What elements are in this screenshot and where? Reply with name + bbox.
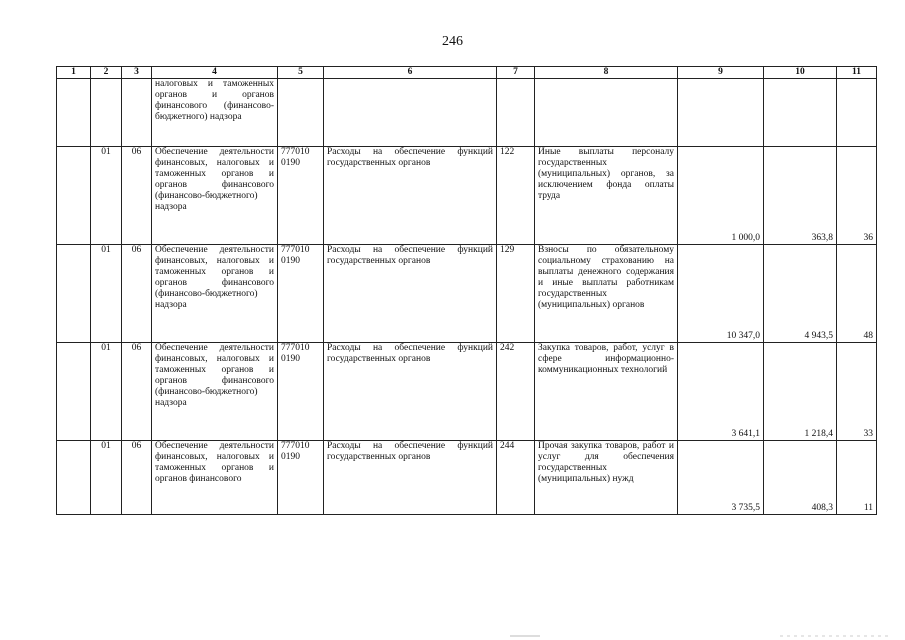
column-header-6: 6 xyxy=(324,67,497,79)
table-row xyxy=(57,441,877,515)
page-number: 246 xyxy=(442,34,463,49)
cell-c11 xyxy=(837,79,877,147)
column-header-2: 2 xyxy=(91,67,122,79)
cell-c5: 777010 0190 xyxy=(278,343,324,441)
cell-c9: 10 347,0 xyxy=(678,245,764,343)
cell-c8: Иные выплаты персоналу государственных (муниципальных) органов, за исключением фонда оплаты труда xyxy=(535,147,678,245)
cell-c5: 777010 0190 xyxy=(278,245,324,343)
cell-c4: Обеспечение деятельности финансовых, налоговых и таможенных органов и органов финансового (финансово-бюджетного) надзора xyxy=(152,245,278,343)
cell-c10: 1 218,4 xyxy=(764,343,837,441)
cell-c3: 06 xyxy=(122,245,152,343)
column-header-5: 5 xyxy=(278,67,324,79)
cell-c10: 408,3 xyxy=(764,441,837,515)
table-row xyxy=(57,245,877,343)
cell-c4: Обеспечение деятельности финансовых, налоговых и таможенных органов и органов финансового (финансово-бюджетного) надзора xyxy=(152,147,278,245)
column-header-9: 9 xyxy=(678,67,764,79)
cell-c2: 01 xyxy=(91,245,122,343)
cell-c3: 06 xyxy=(122,441,152,515)
cell-c6: Расходы на обеспечение функций государственных органов xyxy=(324,441,497,515)
cell-c3: 06 xyxy=(122,343,152,441)
cell-c2: 01 xyxy=(91,441,122,515)
cell-c6: Расходы на обеспечение функций государственных органов xyxy=(324,343,497,441)
cell-c7: 129 xyxy=(497,245,535,343)
cell-c2: 01 xyxy=(91,147,122,245)
cell-c4: Обеспечение деятельности финансовых, налоговых и таможенных органов и органов финансового (финансово-бюджетного) надзора xyxy=(152,343,278,441)
table-row xyxy=(57,343,877,441)
cell-c4: налоговых и таможенных органов и органов финансового (финансово-бюджетного) надзора xyxy=(152,79,278,147)
cell-c5: 777010 0190 xyxy=(278,147,324,245)
cell-c1 xyxy=(57,441,91,515)
cell-c7: 242 xyxy=(497,343,535,441)
column-header-7: 7 xyxy=(497,67,535,79)
cell-c10: 4 943,5 xyxy=(764,245,837,343)
cell-c1 xyxy=(57,343,91,441)
column-header-1: 1 xyxy=(57,67,91,79)
cell-c8: Взносы по обязательному социальному страхованию на выплаты денежного содержания и иные выплаты работникам государственных (муниципальных) органов xyxy=(535,245,678,343)
cell-c7: 244 xyxy=(497,441,535,515)
column-header-4: 4 xyxy=(152,67,278,79)
cell-c11: 33 xyxy=(837,343,877,441)
cell-c6: Расходы на обеспечение функций государственных органов xyxy=(324,147,497,245)
cell-c1 xyxy=(57,245,91,343)
cell-c8: Закупка товаров, работ, услуг в сфере информационно-коммуникационных технологий xyxy=(535,343,678,441)
cell-c8: Прочая закупка товаров, работ и услуг для обеспечения государственных (муниципальных) нужд xyxy=(535,441,678,515)
cell-c4: Обеспечение деятельности финансовых, налоговых и таможенных органов и органов финансового xyxy=(152,441,278,515)
cell-c3 xyxy=(122,79,152,147)
cell-c9: 3 641,1 xyxy=(678,343,764,441)
cell-c1 xyxy=(57,147,91,245)
cell-c1 xyxy=(57,79,91,147)
cell-c5 xyxy=(278,79,324,147)
column-header-10: 10 xyxy=(764,67,837,79)
cell-c2 xyxy=(91,79,122,147)
cell-c9: 3 735,5 xyxy=(678,441,764,515)
header-row xyxy=(57,67,877,79)
cell-c10: 363,8 xyxy=(764,147,837,245)
cell-c5: 777010 0190 xyxy=(278,441,324,515)
cell-c9: 1 000,0 xyxy=(678,147,764,245)
cell-c6 xyxy=(324,79,497,147)
cell-c7 xyxy=(497,79,535,147)
budget-table xyxy=(56,66,877,515)
cell-c11: 48 xyxy=(837,245,877,343)
cell-c3: 06 xyxy=(122,147,152,245)
cell-c9 xyxy=(678,79,764,147)
cell-c11: 11 xyxy=(837,441,877,515)
cell-c8 xyxy=(535,79,678,147)
table-row xyxy=(57,79,877,147)
column-header-8: 8 xyxy=(535,67,678,79)
cell-c7: 122 xyxy=(497,147,535,245)
scan-artifact xyxy=(500,630,900,640)
column-header-11: 11 xyxy=(837,67,877,79)
column-header-3: 3 xyxy=(122,67,152,79)
cell-c2: 01 xyxy=(91,343,122,441)
cell-c11: 36 xyxy=(837,147,877,245)
table-row xyxy=(57,147,877,245)
cell-c10 xyxy=(764,79,837,147)
cell-c6: Расходы на обеспечение функций государственных органов xyxy=(324,245,497,343)
